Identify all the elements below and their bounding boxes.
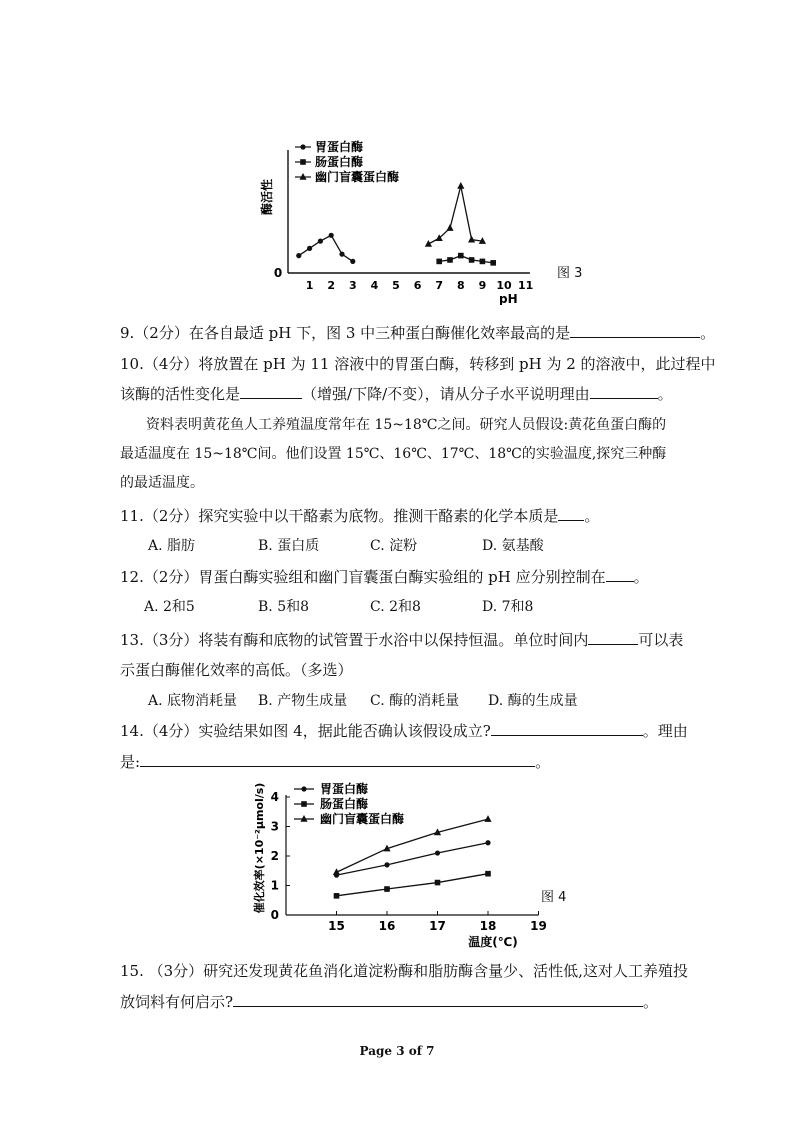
data-point	[435, 850, 440, 855]
y-tick-label: 0	[270, 908, 279, 922]
legend-label: 幽门盲囊蛋白酶	[320, 812, 405, 826]
option-12-c: C. 2和8	[370, 599, 421, 615]
legend-marker	[301, 801, 307, 807]
data-point	[447, 257, 453, 263]
legend-marker	[300, 159, 306, 165]
figure-3-label: 图 3	[557, 266, 583, 281]
answer-blank-11[interactable]	[558, 506, 584, 521]
answer-blank-12[interactable]	[606, 567, 634, 582]
data-point	[318, 239, 323, 244]
x-tick-label: 2	[327, 279, 336, 292]
question-13-line-1	[120, 630, 683, 650]
question-13-text: 13.（3分）将装有酶和底物的试管置于水浴中以保持恒温。单位时间内	[120, 631, 589, 649]
option-13-a: A. 底物消耗量	[148, 693, 238, 709]
legend-label: 幽门盲囊蛋白酶	[315, 170, 400, 184]
question-15-end: 。	[643, 993, 659, 1011]
question-15-line-2	[120, 992, 658, 1012]
question-13-line-2: 示蛋白酶催化效率的高低。（多选）	[120, 661, 353, 679]
material-paragraph: 资料表明黄花鱼人工养殖温度常年在 15~18℃之间。研究人员假设:黄花鱼蛋白酶的最适温度在 15~18℃间。他们设置 15℃、16℃、17℃、18℃的实验温度,探究三种酶的最适温度。	[120, 417, 667, 491]
data-point	[457, 182, 464, 189]
data-point	[435, 880, 441, 886]
legend-marker	[300, 144, 305, 149]
option-13-c: C. 酶的消耗量	[370, 693, 460, 709]
data-point	[484, 815, 491, 822]
data-point	[339, 252, 344, 257]
data-point	[469, 257, 475, 263]
data-point	[334, 893, 340, 899]
x-tick-label: 9	[478, 279, 487, 292]
question-14-text: 14.（4分）实验结果如图 4，据此能否确认该假设成立?	[120, 722, 491, 740]
answer-blank-10a[interactable]	[240, 384, 302, 399]
legend-label: 胃蛋白酶	[320, 782, 369, 796]
question-12-text: 12.（2分）胃蛋白酶实验组和幽门盲囊蛋白酶实验组的 pH 应分别控制在	[120, 568, 606, 586]
x-tick-label: 8	[456, 279, 465, 292]
question-12-end: 。	[633, 568, 649, 586]
option-11-c: C. 淀粉	[370, 538, 418, 554]
data-point	[350, 259, 355, 264]
question-11-text: 11.（2分）探究实验中以干酪素为底物。推测干酪素的化学本质是	[120, 507, 559, 525]
data-point	[485, 871, 491, 877]
x-tick-label: 17	[429, 919, 446, 933]
x-tick-label: 10	[496, 279, 512, 292]
legend-label: 肠蛋白酶	[315, 155, 364, 169]
question-14-line-2	[120, 752, 550, 772]
legend-label: 肠蛋白酶	[320, 797, 369, 811]
y-tick-label: 1	[270, 878, 279, 893]
question-11-end: 。	[584, 507, 600, 525]
series-line-2	[428, 186, 482, 244]
page-footer: Page 3 of 7	[359, 1044, 435, 1058]
data-point	[468, 236, 475, 243]
x-tick-label: 5	[392, 279, 400, 292]
question-12	[120, 567, 649, 587]
question-14-line-1	[120, 721, 688, 741]
question-9-text: 9.（2分）在各自最适 pH 下，图 3 中三种蛋白酶催化效率最高的是	[120, 324, 571, 342]
question-15-line-1: 15. （3分）研究还发现黄花鱼消化道淀粉酶和脂肪酶含量少、活性低,这对人工养殖投	[120, 962, 688, 980]
answer-blank-14b[interactable]	[140, 752, 535, 767]
question-11	[120, 506, 599, 526]
data-point	[307, 246, 312, 251]
legend-label: 胃蛋白酶	[315, 140, 364, 154]
x-tick-label: 1	[305, 279, 314, 292]
data-point	[296, 253, 301, 258]
data-point	[446, 224, 453, 231]
series-line-2	[337, 819, 489, 872]
question-15-prompt: 放饲料有何启示?	[120, 993, 234, 1011]
data-point	[480, 259, 486, 265]
option-13-b: B. 产物生成量	[258, 693, 348, 709]
y-tick-label: 4	[270, 790, 279, 804]
option-12-a: A. 2和5	[144, 599, 195, 615]
answer-blank-10b[interactable]	[590, 384, 658, 399]
figure-4-chart	[248, 778, 548, 950]
data-point	[458, 253, 464, 259]
series-line-0	[337, 843, 489, 875]
option-11-b: B. 蛋白质	[258, 538, 320, 554]
question-9-end: 。	[700, 324, 716, 342]
series-line-1	[337, 874, 489, 896]
legend-marker	[301, 786, 306, 791]
question-10-prompt-2: （增强/下降/不变），请从分子水平说明理由	[302, 385, 590, 403]
data-point	[485, 840, 490, 845]
figure-4-label: 图 4	[541, 890, 567, 905]
x-tick-label: 15	[328, 919, 345, 933]
option-12-b: B. 5和8	[258, 599, 310, 615]
question-14-reason-label: 是:	[120, 753, 141, 771]
question-13-text-2: 可以表	[638, 631, 684, 649]
figure-3-chart	[255, 135, 535, 305]
data-point	[425, 240, 432, 247]
x-tick-label: 16	[378, 919, 396, 933]
option-11-a: A. 脂肪	[148, 538, 196, 554]
question-10-end: 。	[657, 385, 673, 403]
legend-marker	[299, 173, 306, 180]
question-14-end: 。	[535, 753, 551, 771]
answer-blank-14a[interactable]	[491, 721, 643, 736]
option-12-d: D. 7和8	[482, 599, 534, 615]
x-tick-label: 11	[517, 279, 534, 292]
question-9	[120, 323, 715, 343]
y-tick-label: 2	[270, 849, 279, 863]
y-tick-label: 3	[270, 819, 279, 834]
option-11-d: D. 氨基酸	[482, 538, 544, 554]
data-point	[490, 260, 496, 266]
series-line-0	[299, 235, 353, 261]
x-axis-label: 温度(℃)	[468, 935, 518, 949]
x-tick-label: 7	[435, 279, 444, 292]
x-tick-label: 19	[530, 919, 547, 933]
x-tick-label: 3	[348, 279, 357, 292]
question-10-line-1: 10.（4分）将放置在 pH 为 11 溶液中的胃蛋白酶，转移到 pH 为 2 的溶液中，此过程中	[120, 355, 716, 373]
option-13-d: D. 酶的生成量	[488, 693, 578, 709]
data-point	[384, 886, 390, 892]
question-14-text-2: 。理由	[642, 722, 688, 740]
data-point	[436, 259, 442, 265]
y-axis-label: 酶活性	[260, 178, 274, 216]
question-10-prompt: 该酶的活性变化是	[120, 385, 241, 403]
answer-blank-13[interactable]	[588, 630, 638, 645]
y-axis-label: 催化效率(×10⁻²μmol/s)	[253, 782, 266, 914]
question-10-line-2	[120, 384, 673, 404]
x-tick-label: 18	[479, 919, 497, 933]
answer-blank-9[interactable]	[570, 323, 700, 338]
origin-label: 0	[273, 266, 283, 280]
data-point	[329, 233, 334, 238]
x-tick-label: 6	[413, 279, 422, 292]
data-point	[384, 862, 389, 867]
x-tick-label: 4	[370, 279, 379, 292]
answer-blank-15[interactable]	[233, 992, 643, 1007]
x-axis-label: pH	[498, 292, 518, 305]
